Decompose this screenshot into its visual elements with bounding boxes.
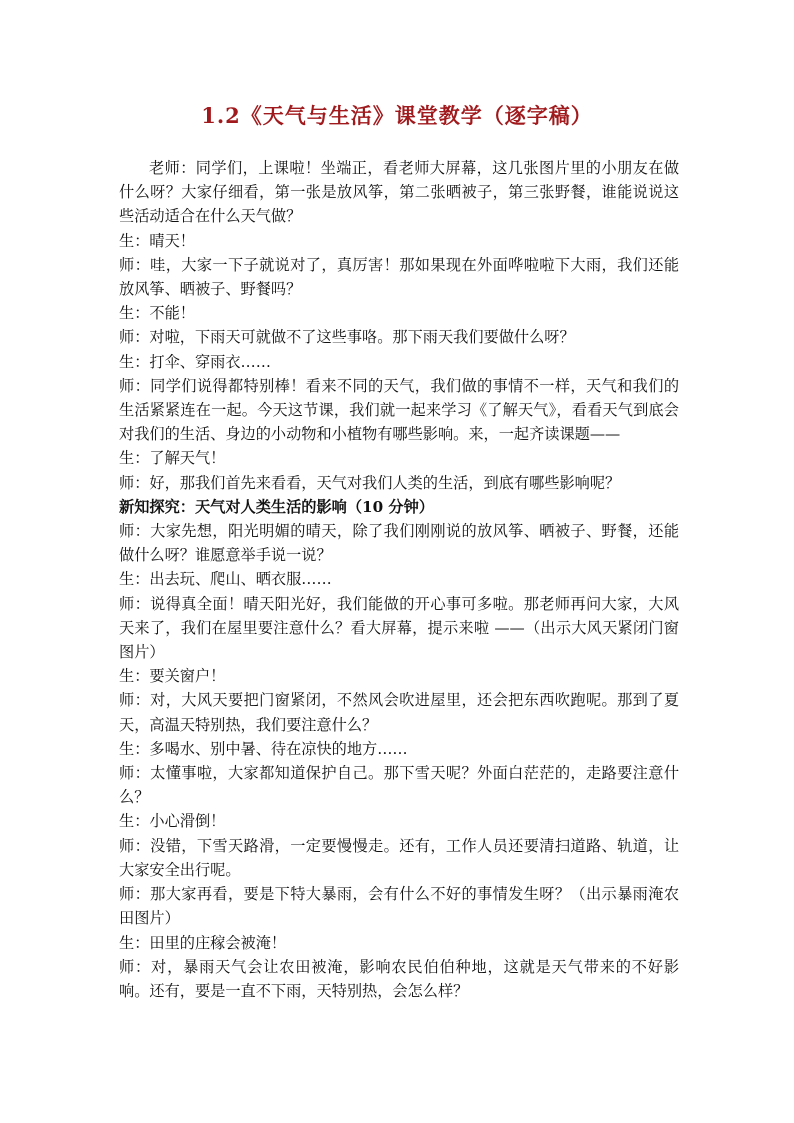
paragraph-student: 生：了解天气！ — [119, 449, 226, 468]
paragraph-teacher: 师：大家先想，阳光明媚的晴天，除了我们刚刚说的放风筝、晒被子、野餐，还能做什么呀？谁愿意举手说一说？ — [119, 522, 679, 565]
paragraph-teacher: 师：哇，大家一下子就说对了，真厉害！那如果现在外面哗啦啦下大雨，我们还能放风筝、晒被子、野餐吗？ — [119, 255, 679, 299]
paragraph-teacher: 师：太懂事啦，大家都知道保护自己。那下雪天呢？外面白茫茫的，走路要注意什么？ — [119, 764, 679, 807]
paragraph-teacher: 师：说得真全面！晴天阳光好，我们能做的开心事可多啦。那老师再问大家，大风天来了，我们在屋里要注意什么？看大屏幕，提示来啦 ——（出示大风天紧闭门窗图片） — [119, 594, 679, 662]
paragraph-student: 生：要关窗户！ — [119, 667, 226, 686]
paragraph-student: 生：多喝水、别中暑、待在凉快的地方…… — [119, 739, 408, 758]
paragraph-student: 生：田里的庄稼会被淹！ — [119, 933, 287, 952]
paragraph-teacher: 师：好，那我们首先来看看，天气对我们人类的生活，到底有哪些影响呢？ — [119, 473, 621, 492]
document-body — [119, 156, 679, 1003]
paragraph-teacher: 师：同学们说得都特别棒！看来不同的天气，我们做的事情不一样，天气和我们的生活紧紧连在一起。今天这节课，我们就一起来学习《了解天气》，看看天气到底会对我们的生活、身边的小动物和小植物有哪些影响。来，一起齐读课题—— — [119, 376, 679, 444]
paragraph-teacher-intro: 老师：同学们，上课啦！坐端正，看老师大屏幕，这几张图片里的小朋友在做什么呀？大家仔细看，第一张是放风筝，第二张晒被子，第三张野餐，谁能说说这些活动适合在什么天气做？ — [119, 159, 679, 226]
paragraph-student: 生：打伞、穿雨衣…… — [119, 352, 271, 371]
paragraph-teacher: 师：对，大风天要把门窗紧闭，不然风会吹进屋里，还会把东西吹跑呢。那到了夏天，高温天特别热，我们要注意什么？ — [119, 691, 679, 734]
section-heading: 新知探究：天气对人类生活的影响（10 分钟） — [119, 497, 434, 516]
paragraph-student: 生：小心滑倒！ — [119, 812, 226, 831]
document-title: 1.2《天气与生活》课堂教学（逐字稿） — [201, 103, 593, 128]
paragraph-student: 生：出去玩、爬山、晒衣服…… — [119, 570, 332, 589]
paragraph-teacher: 师：对啦，下雨天可就做不了这些事咯。那下雨天我们要做什么呀？ — [119, 328, 575, 347]
paragraph-student: 生：不能！ — [119, 304, 195, 323]
paragraph-teacher: 师：没错，下雪天路滑，一定要慢慢走。还有，工作人员还要清扫道路、轨道，让大家安全出行呢。 — [119, 836, 679, 879]
paragraph-student: 生：晴天！ — [119, 231, 195, 250]
paragraph-teacher: 师：那大家再看，要是下特大暴雨，会有什么不好的事情发生呀？（出示暴雨淹农田图片） — [119, 885, 679, 928]
paragraph-teacher: 师：对，暴雨天气会让农田被淹，影响农民伯伯种地，这就是天气带来的不好影响。还有，要是一直不下雨，天特别热，会怎么样？ — [119, 957, 679, 1000]
